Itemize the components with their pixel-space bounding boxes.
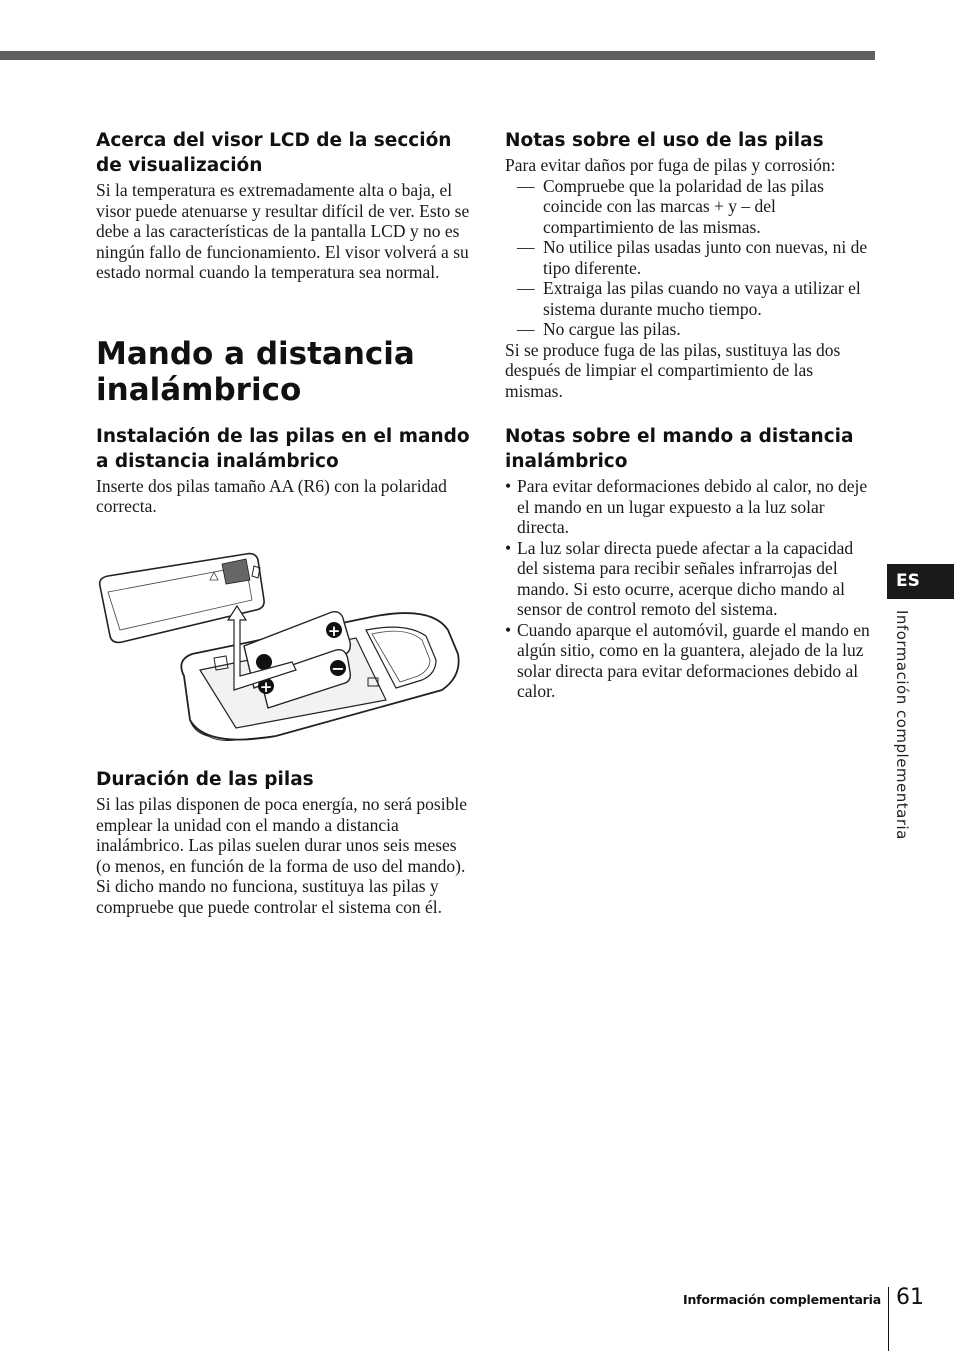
install-body: Inserte dos pilas tamaño AA (R6) con la polaridad correcta. bbox=[96, 475, 447, 516]
list-item: • Para evitar deformaciones debido al calor, no deje el mando en un lugar expuesto a la luz solar directa. bbox=[505, 476, 868, 537]
dash-mark: — bbox=[517, 319, 535, 339]
list-item: • Cuando aparque el automóvil, guarde el mando en algún sitio, como en la guantera, alejado de la luz solar directa para evitar deformaciones debido al calor. bbox=[505, 619, 870, 701]
list-item: — No utilice pilas usadas junto con nuevas, ni de tipo diferente. bbox=[517, 237, 868, 278]
remote-battery-install-illustration bbox=[96, 550, 466, 750]
remote-notes-heading: Notas sobre el mando a distancia inalámbrico bbox=[505, 426, 854, 472]
footer-section-label: Información complementaria bbox=[683, 1292, 881, 1307]
plus-symbol: + bbox=[259, 678, 273, 696]
footer-divider bbox=[888, 1287, 889, 1351]
dash-mark: — bbox=[517, 278, 535, 298]
bullet-mark: • bbox=[505, 537, 512, 558]
remote-notes-list bbox=[505, 476, 875, 702]
lcd-body: Si la temperatura es extremadamente alta o baja, el visor puede atenuarse y resultar difícil de ver. Esto se debe a las características de la pantalla LCD y no es ningún fallo de funcionamiento. El visor volverá a su estado normal cuando la temperatura sea normal. bbox=[96, 180, 470, 282]
duration-body: Si las pilas disponen de poca energía, no será posible emplear la unidad con el mando a distancia inalámbrico. Las pilas suelen durar unos seis meses (o menos, en función de la forma de uso del mando). Si dicho mando no funciona, sustituya las pilas y compruebe que puede controlar el sistema con él. bbox=[96, 794, 467, 917]
header-rule bbox=[0, 51, 875, 60]
page-number: 61 bbox=[896, 1285, 924, 1310]
dash-mark: — bbox=[517, 237, 535, 257]
list-item: — Extraiga las pilas cuando no vaya a utilizar el sistema durante mucho tiempo. bbox=[517, 278, 861, 319]
left-column-lower bbox=[96, 767, 471, 917]
plus-symbol: + bbox=[327, 622, 341, 640]
list-item: — Compruebe que la polaridad de las pilas coincide con las marcas + y – del compartimiento de las mismas. bbox=[517, 175, 824, 237]
lcd-heading: Acerca del visor LCD de la sección de visualización bbox=[96, 130, 452, 176]
section-side-label: Información complementaria bbox=[893, 610, 911, 840]
duration-heading: Duración de las pilas bbox=[96, 769, 314, 790]
install-heading: Instalación de las pilas en el mando a distancia inalámbrico bbox=[96, 425, 470, 472]
battery-notes-heading: Notas sobre el uso de las pilas bbox=[505, 130, 824, 151]
list-item: • La luz solar directa puede afectar a la capacidad del sistema para recibir señales infrarrojas del mando. Si esto ocurre, acerque dicho mando al sensor de control remoto del sistema. bbox=[505, 537, 854, 619]
minus-symbol: − bbox=[331, 659, 345, 678]
battery-notes-intro: Para evitar daños por fuga de pilas y corrosión: bbox=[505, 155, 836, 175]
right-column bbox=[505, 128, 875, 702]
page-title: Mando a distancia inalámbrico bbox=[96, 335, 415, 408]
left-column bbox=[96, 128, 471, 517]
bullet-mark: • bbox=[505, 619, 512, 640]
bullet-mark: • bbox=[505, 476, 512, 496]
language-tab: ES bbox=[887, 564, 954, 599]
list-item: — No cargue las pilas. bbox=[517, 319, 681, 339]
battery-notes-outro: Si se produce fuga de las pilas, sustituya las dos después de limpiar el compartimiento de las mismas. bbox=[505, 339, 841, 401]
battery-notes-list bbox=[505, 176, 875, 340]
dash-mark: — bbox=[517, 175, 535, 196]
